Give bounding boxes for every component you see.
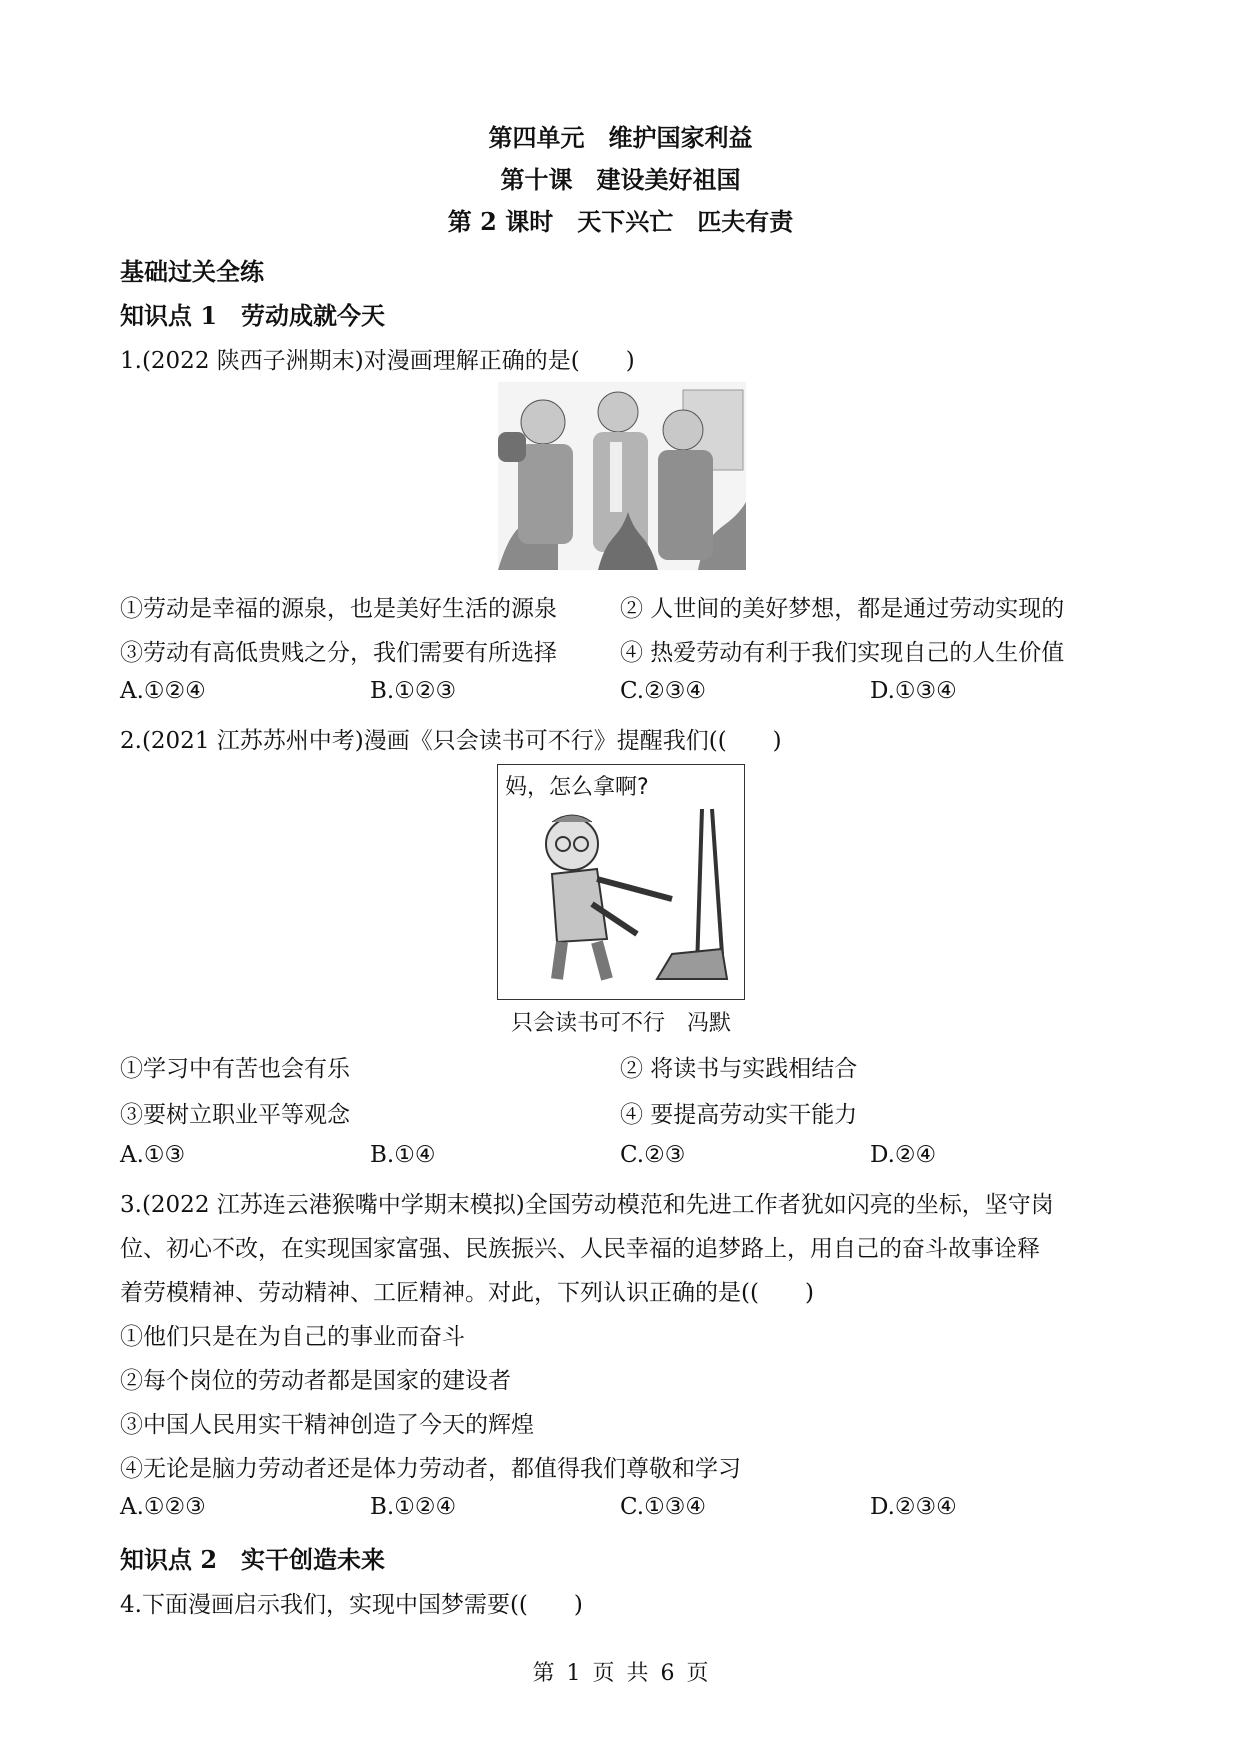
q4-stem: 4.下面漫画启示我们，实现中国梦需要(( ) (120, 1592, 583, 1618)
q3-option-c: C.①③④ (620, 1494, 706, 1520)
q1-option-a: A.①②④ (120, 678, 206, 704)
q3-statement-4: ④无论是脑力劳动者还是体力劳动者，都值得我们尊敬和学习 (120, 1456, 741, 1482)
page-footer (0, 1656, 1241, 1687)
knowledge-point-2: 知识点 2 实干创造未来 (120, 1545, 386, 1574)
q2-cartoon-caption: 只会读书可不行 冯默 (510, 1011, 731, 1036)
q2-statement-4: ④ 要提高劳动实干能力 (620, 1102, 858, 1128)
q2-statement-1: ①学习中有苦也会有乐 (120, 1056, 350, 1082)
footer-prefix: 第 (532, 1661, 555, 1686)
q3-statement-2: ②每个岗位的劳动者都是国家的建设者 (120, 1368, 511, 1394)
period-title: 第 2 课时 天下兴亡 匹夫有责 (447, 207, 794, 236)
q2-option-c: C.②③ (620, 1142, 686, 1168)
footer-suffix: 页 (686, 1661, 709, 1686)
q3-stem-line-2: 位、初心不改，在实现国家富强、民族振兴、人民幸福的追梦路上，用自己的奋斗故事诠释 (120, 1236, 1040, 1262)
q1-cartoon-workers (498, 382, 746, 570)
q1-statement-3: ③劳动有高低贵贱之分，我们需要有所选择 (120, 640, 557, 666)
footer-total-word: 共 (626, 1661, 649, 1686)
q2-option-d: D.②④ (870, 1142, 937, 1168)
knowledge-point-1: 知识点 1 劳动成就今天 (120, 301, 386, 330)
q2-bubble-text: 妈，怎么拿啊? (505, 775, 649, 800)
q2-stem: 2.(2021 江苏苏州中考)漫画《只会读书可不行》提醒我们(( ) (120, 728, 782, 754)
q3-stem-line-1: 3.(2022 江苏连云港猴嘴中学期末模拟)全国劳动模范和先进工作者犹如闪亮的坐标，坚守岗 (120, 1192, 1054, 1218)
q2-statement-3: ③要树立职业平等观念 (120, 1102, 350, 1128)
q3-statement-1: ①他们只是在为自己的事业而奋斗 (120, 1324, 465, 1350)
q1-option-d: D.①③④ (870, 678, 957, 704)
q3-option-a: A.①②③ (120, 1494, 206, 1520)
q1-option-c: C.②③④ (620, 678, 706, 704)
q1-option-b: B.①②③ (370, 678, 457, 704)
q2-statement-2: ② 将读书与实践相结合 (620, 1056, 858, 1082)
q3-statement-3: ③中国人民用实干精神创造了今天的辉煌 (120, 1412, 534, 1438)
footer-total-pages: 6 (660, 1661, 675, 1686)
q3-stem-line-3: 着劳模精神、劳动精神、工匠精神。对此，下列认识正确的是(( ) (120, 1280, 814, 1306)
unit-title: 第四单元 维护国家利益 (488, 123, 753, 152)
q2-cartoon-student (497, 764, 745, 1000)
footer-page-number: 1 (566, 1661, 581, 1686)
q2-option-b: B.①④ (370, 1142, 436, 1168)
footer-page-word: 页 (592, 1661, 615, 1686)
q1-statement-1: ①劳动是幸福的源泉，也是美好生活的源泉 (120, 596, 557, 622)
q3-option-b: B.①②④ (370, 1494, 457, 1520)
q2-option-a: A.①③ (120, 1142, 186, 1168)
q1-statement-2: ② 人世间的美好梦想，都是通过劳动实现的 (620, 596, 1065, 622)
q1-stem: 1.(2022 陕西子洲期末)对漫画理解正确的是( ) (120, 348, 635, 374)
lesson-title: 第十课 建设美好祖国 (500, 165, 741, 194)
q1-statement-4: ④ 热爱劳动有利于我们实现自己的人生价值 (620, 640, 1065, 666)
section-heading: 基础过关全练 (120, 257, 264, 286)
q3-option-d: D.②③④ (870, 1494, 957, 1520)
